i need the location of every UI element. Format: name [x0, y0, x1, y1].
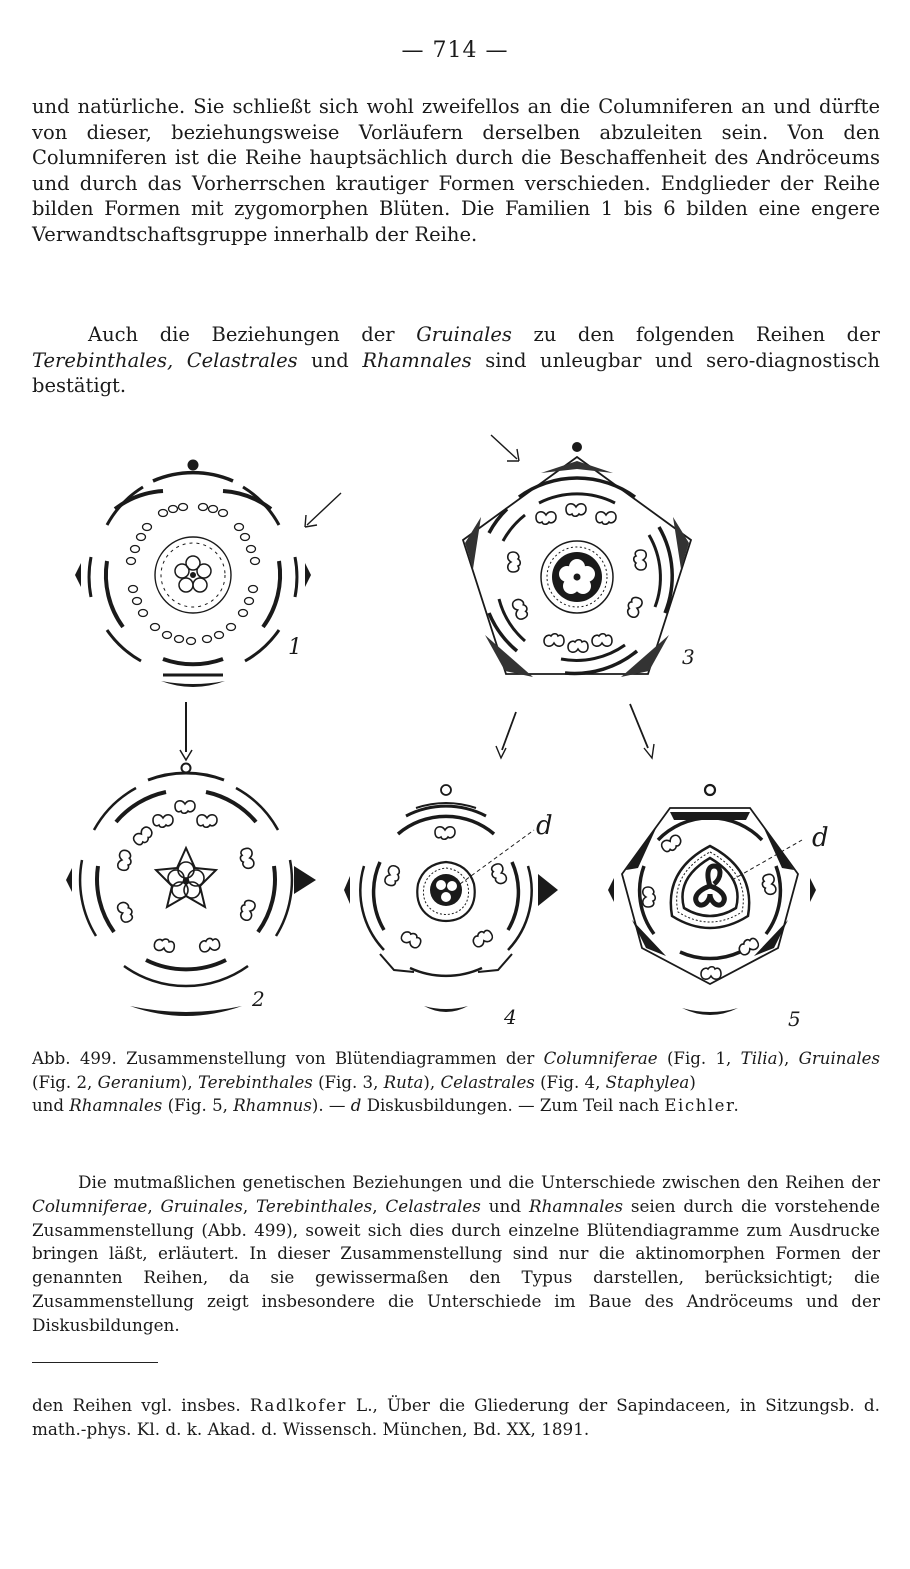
text-segment: und [480, 1195, 529, 1216]
paragraph-top: und natürliche. Sie schließt sich wohl zweifellos an die Columniferen an und dürfte von dieser, beziehungsweise Vorläufern derselben abzuleiten sein. Von den Columniferen ist die Reihe hauptsächlich durch die Beschaffenheit des Andröceums und durch das Vorherrschen krautiger Formen verschieden. Endglieder der Reihe bilden Formen mit zygomorphen Blüten. Die Familien 1 bis 6 bilden eine engere Verwandtschaftsgruppe innerhalb der Reihe. [32, 95, 880, 246]
caption-text: (Fig. 4, [534, 1072, 606, 1092]
footnote [32, 1394, 880, 1441]
diagram-fig4 [344, 785, 558, 1012]
text-segment: sind unleugbar und sero-diagnostisch bestätigt. [32, 348, 880, 398]
text-segment: Die mutmaßlichen genetischen Beziehungen und die Unterschiede zwischen den Reihen der [78, 1172, 880, 1192]
figure-label-2: 2 [252, 987, 265, 1011]
text-segment: , [372, 1195, 386, 1216]
genus-tilia: Tilia [740, 1049, 778, 1068]
figure-label-3: 3 [682, 645, 695, 669]
taxon-gruinales: Gruinales [160, 1195, 243, 1216]
floral-diagram-figure [32, 432, 880, 1032]
caption-text: (Fig. 5, [162, 1096, 234, 1115]
taxon-columniferae: Columniferae [543, 1049, 658, 1068]
text-segment: zu den folgenden Reihen der [511, 323, 880, 346]
caption-text: ), [777, 1049, 799, 1068]
figure-label-5: 5 [788, 1007, 801, 1031]
taxon-terebinthales: Terebinthales [197, 1072, 313, 1092]
figure-label-4: 4 [504, 1005, 517, 1029]
text-segment: seien durch die vorstehende Zusammenstellung (Abb. 499), soweit sich dies durch einzelne Blütendiagramme zum Ausdrucke bringen läßt, erläutert. In dieser Zusammenstellung sind nur die aktinomorphen Formen der genannten Reihen, da sie gewissermaßen den Typus darstellen, berücksichtigt; die Zusammenstellung zeigt insbesondere die Unterschiede im Baue des Andröceums und der Diskusbildungen. [32, 1195, 881, 1335]
caption-text: Abb. 499. Zusammenstellung von Blütendiagrammen der [32, 1049, 544, 1068]
text-segment: Auch die Beziehungen der [88, 323, 417, 346]
taxon-celastrales: Celastrales [440, 1072, 535, 1092]
taxon-columniferae: Columniferae [32, 1195, 148, 1216]
caption-text: ), [180, 1072, 198, 1092]
footnote-text: den Reihen vgl. insbes. [32, 1395, 250, 1415]
taxon-gruinales: Gruinales [798, 1049, 880, 1068]
text-segment: und [297, 348, 363, 372]
caption-text: (Fig. 1, [657, 1049, 741, 1068]
caption-text: Diskusbildungen. — Zum Teil nach [361, 1096, 665, 1115]
caption-text: (Fig. 3, [312, 1072, 384, 1092]
taxon-gruinales: Gruinales [416, 323, 512, 346]
taxon-rhamnales: Rhamnales [528, 1195, 624, 1216]
figure-label-1: 1 [288, 635, 302, 660]
diagram-fig5 [608, 785, 816, 1015]
text-segment: , [147, 1195, 161, 1216]
genus-ruta: Ruta [383, 1072, 424, 1092]
figure-caption [32, 1047, 880, 1118]
footnote-divider [32, 1362, 158, 1363]
taxon-rhamnales: Rhamnales [362, 348, 472, 372]
caption-text: ). — [311, 1096, 351, 1115]
caption-last-line [32, 1094, 880, 1118]
caption-text: ) [689, 1072, 696, 1092]
footnote-text: L., Über die Gliederung der Sapindaceen, in Sitzungsb. d. math.-phys. Kl. d. k. Akad. d. Wissensch. München, Bd. XX, 1891. [32, 1395, 880, 1439]
taxon-rhamnales: Rhamnales [69, 1096, 163, 1115]
diagram-fig2 [66, 764, 316, 1017]
author-radlkofer: Radlkofer [249, 1395, 347, 1415]
taxon-terebinthales-celastrales: Terebinthales, Celastrales [32, 348, 298, 372]
disc-symbol: d [350, 1096, 362, 1115]
disc-label-fig4: d [536, 811, 553, 841]
caption-text: ), [423, 1072, 441, 1092]
taxon-terebinthales: Terebinthales [256, 1195, 373, 1216]
taxon-celastrales: Celastrales [385, 1195, 481, 1216]
diagram-fig3 [463, 435, 691, 677]
genus-rhamnus: Rhamnus [233, 1096, 312, 1115]
genus-staphylea: Staphylea [605, 1072, 690, 1092]
paragraph-relations [32, 322, 880, 399]
caption-text: und [32, 1096, 70, 1115]
caption-text: (Fig. 2, [32, 1072, 98, 1092]
genus-geranium: Geranium [97, 1072, 181, 1092]
page-number: — 714 — [401, 38, 509, 63]
paragraph-main [32, 1171, 880, 1338]
author-eichler: Eichler. [664, 1096, 741, 1115]
disc-label-fig5: d [812, 823, 829, 853]
text-segment: , [242, 1195, 257, 1216]
